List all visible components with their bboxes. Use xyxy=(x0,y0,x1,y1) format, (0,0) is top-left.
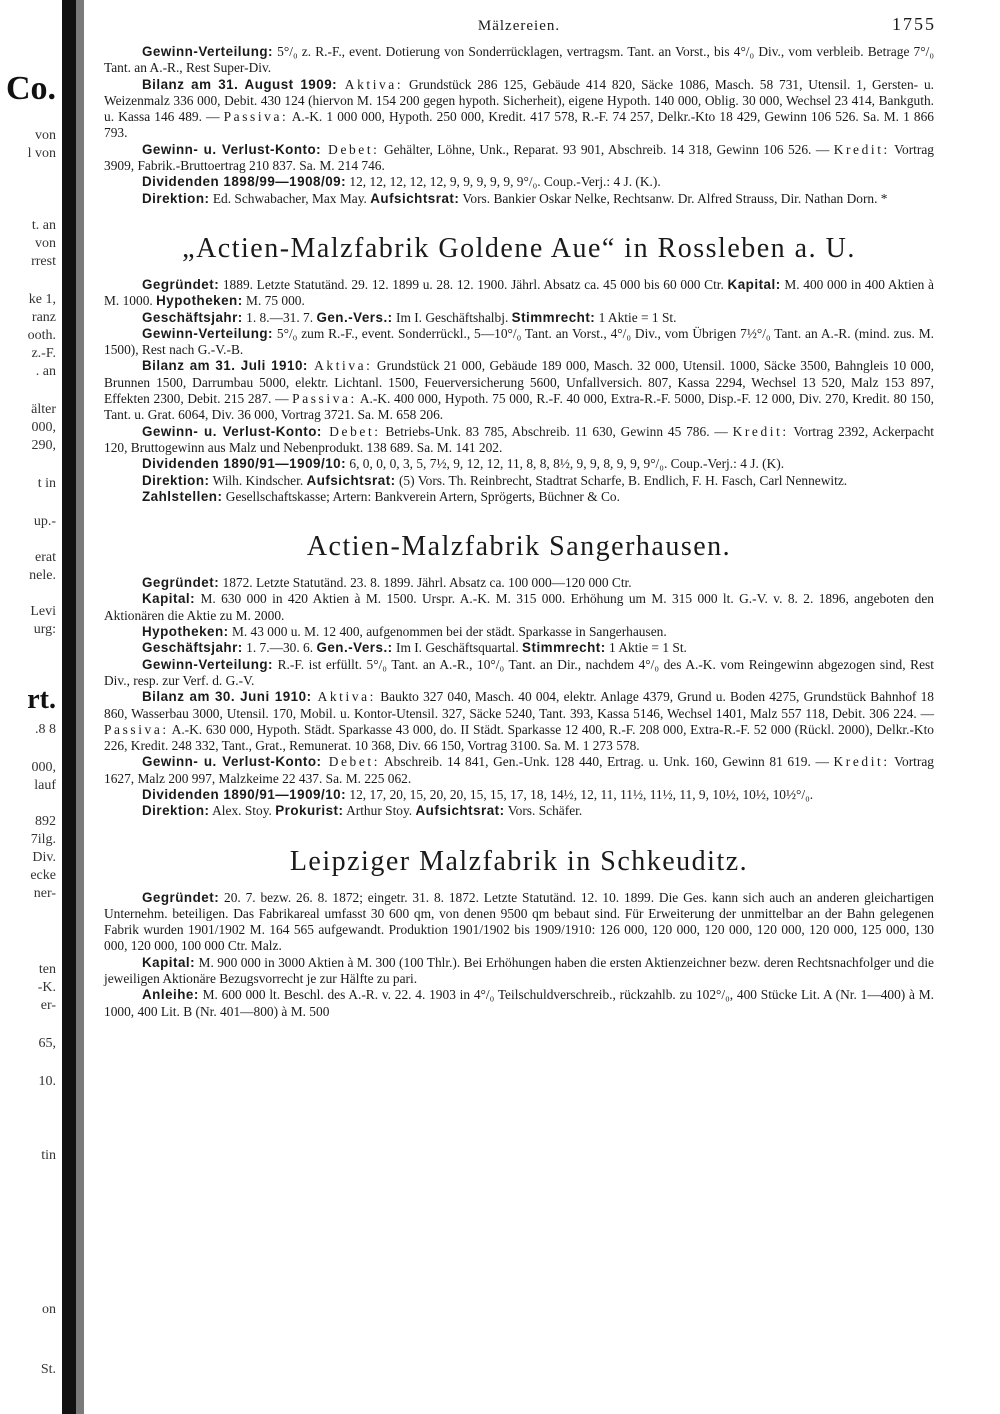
field-text: Ed. Schwabacher, Max May. xyxy=(209,190,371,206)
field-label: Kapital: xyxy=(142,954,196,970)
field-label: Geschäftsjahr: xyxy=(142,640,243,656)
margin-fragment: ooth. xyxy=(27,328,56,343)
spaced-label: Aktiva: xyxy=(311,689,376,705)
field-text: 1 Aktie = 1 St. xyxy=(595,309,677,325)
margin-fragment: von xyxy=(35,236,56,251)
margin-fragment: 290, xyxy=(31,438,56,453)
field-label: Hypotheken: xyxy=(156,293,243,309)
margin-fragment: Co. xyxy=(5,70,56,107)
field-label: Stimmrecht: xyxy=(522,640,606,656)
field-text: Vors. Schäfer. xyxy=(504,803,583,819)
entry-paragraph xyxy=(104,890,934,955)
field-label: Gegründet: xyxy=(142,575,220,591)
field-text: Grundstück 21 000, Gebäude 189 000, Masch. 32 000, Utensil. 1000, Säcke 3500, Bahngleis 10 000, Brunnen 1500, Darrumbau 5000, elektr. Lichtanl. 1500, Feuerversicherung 5600, Unfallversich. 807, Kassa 2294, Wechsel 13 520, Malz 153 897, Effekten 2300, Debit. 215 287. — xyxy=(104,358,934,407)
field-text: 1 Aktie = 1 St. xyxy=(605,640,687,656)
entry-paragraph xyxy=(104,456,934,472)
margin-fragment: lauf xyxy=(34,778,56,793)
field-label: Bilanz am 31. Juli 1910: xyxy=(142,358,308,374)
spaced-label: Aktiva: xyxy=(307,358,373,374)
margin-fragment: -K. xyxy=(37,980,56,995)
field-label: Direktion: xyxy=(142,190,210,206)
binding-shadow xyxy=(62,0,76,1414)
margin-fragment: 892 xyxy=(35,814,56,829)
spaced-label: Aktiva: xyxy=(337,76,404,92)
page-number: 1755 xyxy=(892,14,936,34)
spaced-label: Debet: xyxy=(321,423,381,439)
margin-fragment: von xyxy=(35,128,56,143)
field-text: Vortrag 3909, Fabrik.-Bruttoertrag 210 837. Sa. M. 214 746. xyxy=(104,141,934,174)
margin-fragment: ranz xyxy=(31,310,56,325)
spaced-label: Kredit: xyxy=(732,423,789,439)
entry-paragraph xyxy=(104,787,934,803)
margin-fragment: 000, xyxy=(31,760,56,775)
field-text: M. 900 000 in 3000 Aktien à M. 300 (100 Thlr.). Bei Erhöhungen haben die ersten Aktienzeichner bezw. deren Rechtsnachfolger und die jeweiligen Aktionäre Bezugsvorrecht je zur Hälfte zu pari. xyxy=(104,954,934,987)
field-text: Betriebs-Unk. 83 785, Abschreib. 11 630, Gewinn 45 786. — xyxy=(380,423,733,439)
margin-fragment: älter xyxy=(31,402,56,417)
field-text: 12, 17, 20, 15, 20, 20, 15, 15, 17, 18, 14½, 12, 11, 11½, 11½, 11, 9, 10½, 10½, 10½°/₀. xyxy=(346,786,814,802)
left-margin-fragments xyxy=(0,0,60,1414)
field-label: Gewinn- u. Verlust-Konto: xyxy=(142,423,322,439)
spaced-label: Passiva: xyxy=(223,109,289,125)
running-head xyxy=(104,14,934,40)
entry-paragraph xyxy=(104,310,934,326)
margin-fragment: . an xyxy=(35,364,56,379)
field-label: Kapital: xyxy=(727,276,781,292)
field-label: Gewinn- u. Verlust-Konto: xyxy=(142,754,322,770)
entry-paragraph xyxy=(104,358,934,423)
field-text: 1. 7.—30. 6. xyxy=(242,640,317,656)
margin-fragment: rt. xyxy=(27,684,56,715)
company-entries xyxy=(104,44,934,1020)
margin-fragment: z.-F. xyxy=(31,346,56,361)
margin-fragment: er- xyxy=(40,998,56,1013)
field-text: Arthur Stoy. xyxy=(343,803,416,819)
field-label: Aufsichtsrat: xyxy=(306,472,396,488)
field-label: Aufsichtsrat: xyxy=(415,803,505,819)
entry-paragraph xyxy=(104,473,934,489)
margin-fragment: 10. xyxy=(38,1074,56,1089)
field-label: Direktion: xyxy=(142,803,210,819)
margin-fragment: t. an xyxy=(31,218,56,233)
field-text: M. 630 000 in 420 Aktien à M. 1500. Urspr. A.-K. M. 315 000. Erhöhung um M. 315 000 lt. G.-V. v. 8. 2. 1896, angeboten den Aktionären die Aktie zu M. 2000. xyxy=(104,591,934,623)
entry-paragraph xyxy=(104,277,934,310)
entry-paragraph xyxy=(104,624,934,640)
field-label: Anleihe: xyxy=(142,987,199,1003)
margin-fragment: erat xyxy=(35,550,56,565)
field-label: Direktion: xyxy=(142,472,210,488)
field-label: Dividenden 1890/91—1909/10: xyxy=(142,786,347,802)
margin-fragment: nele. xyxy=(29,568,56,583)
field-text: Baukto 327 040, Masch. 40 004, elektr. Anlage 4379, Grund u. Boden 4275, Grundstück Bahnhof 18 860, Wasserbau 3000, Utensil. 170, Mobil. u. Kontor-Utensil. 327, Säcke 5240, Tant. 393, Kassa 5146, Wechsel 1401, Malz 557 118, Debit. 306 224. — xyxy=(104,689,934,721)
spaced-label: Passiva: xyxy=(104,721,169,737)
company-title: „Actien-Malzfabrik Goldene Aue“ in Rossleben a. U. xyxy=(182,232,856,264)
margin-fragment: 7ilg. xyxy=(30,832,56,847)
field-text: M. 600 000 lt. Beschl. des A.-R. v. 22. 4. 1903 in 4°/₀ Teilschuldverschreib., rückzahlb. zu 102°/₀, 400 Stücke Lit. A (Nr. 1—400) à M. 1000, 400 Lit. B (Nr. 401—800) à M. 500 xyxy=(104,987,934,1019)
margin-fragment: urg: xyxy=(33,622,56,637)
company-title: Leipziger Malzfabrik in Schkeuditz. xyxy=(289,845,749,877)
entry-paragraph xyxy=(104,142,934,175)
field-text: 6, 0, 0, 0, 3, 5, 7½, 9, 12, 12, 11, 8, 8, 8½, 9, 9, 8, 9, 9, 9°/₀. Coup.-Verj.: 4 J. (K). xyxy=(346,456,785,472)
field-label: Gen.-Vers.: xyxy=(316,640,393,656)
field-text: 12, 12, 12, 12, 12, 9, 9, 9, 9, 9, 9°/₀. Coup.-Verj.: 4 J. (K.). xyxy=(346,174,661,190)
field-label: Gewinn-Verteilung: xyxy=(142,44,274,59)
entry-paragraph xyxy=(104,987,934,1020)
company-title: Actien-Malzfabrik Sangerhausen. xyxy=(306,531,732,563)
field-label: Gewinn- u. Verlust-Konto: xyxy=(142,141,322,157)
margin-fragment: Levi xyxy=(30,604,56,619)
field-text: (5) Vors. Th. Reinbrecht, Stadtrat Scharfe, B. Endlich, F. H. Fasch, Carl Nennewitz. xyxy=(395,472,848,488)
field-text: Abschreib. 14 841, Gen.-Unk. 128 440, Ertrag. u. Unk. 160, Gewinn 81 619. — xyxy=(380,754,834,770)
field-label: Kapital: xyxy=(142,591,196,607)
company-entry xyxy=(104,531,934,819)
field-text: Vortrag 1627, Malz 200 997, Malzkeime 22 437. Sa. M. 225 062. xyxy=(104,754,934,786)
field-text: A.-K. 630 000, Hypoth. Städt. Sparkasse 43 000, do. II Städt. Sparkasse 12 400, R.-F. 208 000, Extra-R.-F. 52 000 (Rückl. 2000), Delkr.-Kto 226, Kredit. 248 332, Tant., Grat., Remunerat. 10 368, Div. 66 150, Vortrag 3100. Sa. M. 1 273 578. xyxy=(104,721,934,754)
company-entry xyxy=(104,846,934,1020)
field-text: Grundstück 286 125, Gebäude 414 820, Säcke 1086, Masch. 58 731, Utensil. 1, Gersten- u. Weizenmalz 336 000, Debit. 430 124 (hiervon M. 154 200 gegen hypoth. Sicherheit), eigene Hypoth. 140 000, Oblig. 30 000, Wechsel 23 414, Bankguth. u. Kassa 146 489. — xyxy=(104,76,934,125)
entry-paragraph xyxy=(104,955,934,988)
field-text: A.-K. 400 000, Hypoth. 75 000, R.-F. 40 000, Extra-R.-F. 5000, Disp.-F. 12 000, Div. 270, Kredit. 80 150, Tant. u. Grat. 6064, Div. 36 000, Vortrag 3721. Sa. M. 658 206. xyxy=(104,391,934,423)
company-entry xyxy=(104,44,934,207)
entry-paragraph xyxy=(104,44,934,77)
page-body xyxy=(104,14,934,1020)
field-label: Zahlstellen: xyxy=(142,488,223,504)
margin-fragment: ecke xyxy=(30,868,56,883)
spaced-label: Passiva: xyxy=(292,391,357,407)
field-text: Vors. Bankier Oskar Nelke, Rechtsanw. Dr. Alfred Strauss, Dir. Nathan Dorn. * xyxy=(459,190,888,206)
field-label: Geschäftsjahr: xyxy=(142,309,243,325)
margin-fragment: 65, xyxy=(38,1036,56,1051)
margin-fragment: up.- xyxy=(33,514,56,529)
field-text: Im I. Geschäftshalbj. xyxy=(392,309,512,325)
field-label: Aufsichtsrat: xyxy=(370,190,460,206)
spaced-label: Kredit: xyxy=(833,754,890,770)
entry-paragraph xyxy=(104,591,934,624)
entry-paragraph xyxy=(104,657,934,690)
field-label: Hypotheken: xyxy=(142,624,229,640)
field-text: A.-K. 1 000 000, Hypoth. 250 000, Kredit. 417 578, R.-F. 74 257, Delkr.-Kto 18 429, Gewinn 106 526. Sa. M. 1 866 793. xyxy=(104,109,934,141)
margin-fragment: rrest xyxy=(31,254,56,269)
margin-fragment: l von xyxy=(27,146,56,161)
margin-fragment: .8 8 xyxy=(35,722,56,737)
entry-paragraph xyxy=(104,803,934,819)
spaced-label: Debet: xyxy=(321,141,380,157)
margin-fragment: ten xyxy=(38,962,56,977)
field-text: 1889. Letzte Statutänd. 29. 12. 1899 u. 28. 12. 1900. Jährl. Absatz ca. 45 000 bis 60 000 Ctr. xyxy=(219,276,728,292)
field-text: 20. 7. bezw. 26. 8. 1872; eingetr. 31. 8. 1872. Letzte Statutänd. 12. 10. 1899. Die Ges. kann sich auch an anderen gleichartigen Unternehm. beteiligen. Das Fabrikareal umfasst 30 600 qm, von denen 9500 qm bebaut sind. Für Erweiterung der unmittelbar an der Bahn gelegenen Fabrik wurden 1901/1902 M. 164 565 aufgewandt. Produktion 1901/1902 bis 1909/1910: 126 000, 120 000, 120 000, 120 000, 120 000, 125 000, 130 000, 120 000, 100 000 Ctr. Malz. xyxy=(104,889,934,954)
field-text: Alex. Stoy. xyxy=(209,803,276,819)
field-text: R.-F. ist erfüllt. 5°/₀ Tant. an A.-R., 10°/₀ Tant. an Dir., nachdem 4°/₀ des A.-K. vom Reingewinn abgezogen sind, Rest Div., resp. zur Verf. d. G.-V. xyxy=(104,656,934,688)
field-label: Bilanz am 31. August 1909: xyxy=(142,76,338,92)
margin-fragment: Div. xyxy=(32,850,56,865)
field-label: Stimmrecht: xyxy=(511,309,596,325)
field-label: Bilanz am 30. Juni 1910: xyxy=(142,689,312,705)
field-text: 1872. Letzte Statutänd. 23. 8. 1899. Jährl. Absatz ca. 100 000—120 000 Ctr. xyxy=(219,575,632,591)
margin-fragment: tin xyxy=(41,1148,56,1163)
entry-paragraph xyxy=(104,326,934,359)
margin-fragment: t in xyxy=(37,476,56,491)
field-text: 5°/₀ z. R.-F., event. Dotierung von Sonderrücklagen, vertragsm. Tant. an Vorst., bis 4°/₀ Div., vom verbleib. Betrage 7°/₀ Tant. an A.-R., Rest Super-Div. xyxy=(104,44,934,76)
field-label: Gegründet: xyxy=(142,276,220,292)
margin-fragment: ner- xyxy=(33,886,56,901)
field-label: Prokurist: xyxy=(275,803,344,819)
running-head-title: Mälzereien. xyxy=(477,18,561,34)
entry-paragraph xyxy=(104,575,934,591)
entry-paragraph xyxy=(104,689,934,754)
field-label: Gewinn-Verteilung: xyxy=(142,325,274,341)
field-text: M. 400 000 in 400 Aktien à M. 1000. xyxy=(104,276,934,309)
company-entry xyxy=(104,233,934,505)
entry-paragraph xyxy=(104,489,934,505)
field-text: Gesellschaftskasse; Artern: Bankverein Artern, Sprögerts, Büchner & Co. xyxy=(222,488,620,504)
field-text: Wilh. Kindscher. xyxy=(209,472,307,488)
field-label: Dividenden 1898/99—1908/09: xyxy=(142,174,347,190)
field-text: Gehälter, Löhne, Unk., Reparat. 93 901, Abschreib. 14 318, Gewinn 106 526. — xyxy=(379,141,834,157)
field-label: Gen.-Vers.: xyxy=(316,309,393,325)
field-text: 1. 8.—31. 7. xyxy=(242,309,317,325)
entry-paragraph xyxy=(104,754,934,787)
margin-fragment: 000, xyxy=(31,420,56,435)
spaced-label: Debet: xyxy=(321,754,381,770)
entry-paragraph xyxy=(104,77,934,142)
entry-paragraph xyxy=(104,640,934,656)
field-text: Im I. Geschäftsquartal. xyxy=(392,640,523,656)
spaced-label: Kredit: xyxy=(833,141,890,157)
field-label: Gewinn-Verteilung: xyxy=(142,656,274,672)
binding-shadow-edge xyxy=(76,0,84,1414)
margin-fragment: ke 1, xyxy=(28,292,56,307)
field-label: Dividenden 1890/91—1909/10: xyxy=(142,456,347,472)
field-label: Gegründet: xyxy=(142,889,220,905)
field-text: Vortrag 2392, Ackerpacht 120, Bruttogewinn aus Malz und Nebenprodukt. 138 689. Sa. M. 141 202. xyxy=(104,423,934,455)
field-text: 5°/₀ zum R.-F., event. Sonderrückl., 5—10°/₀ Tant. an Vorst., 4°/₀ Div., vom Übrigen 7½°/₀ Tant. an A.-R. (mind. zus. M. 1500), Rest nach G.-V.-B. xyxy=(104,325,934,358)
entry-paragraph xyxy=(104,174,934,190)
field-text: M. 75 000. xyxy=(242,293,305,309)
field-text: M. 43 000 u. M. 12 400, aufgenommen bei der städt. Sparkasse in Sangerhausen. xyxy=(228,624,667,640)
margin-fragment: St. xyxy=(40,1362,56,1377)
margin-fragment: on xyxy=(42,1302,56,1317)
entry-paragraph xyxy=(104,424,934,457)
entry-paragraph xyxy=(104,191,934,207)
